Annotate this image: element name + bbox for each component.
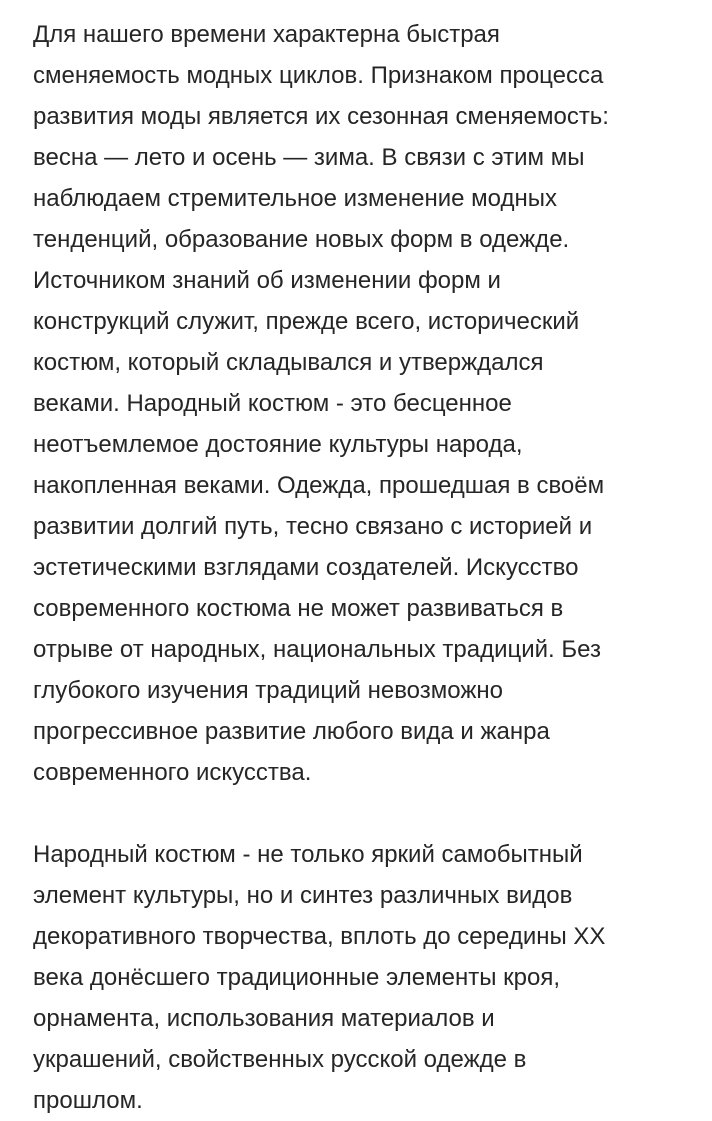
text-line: конструкций служит, прежде всего, исторический xyxy=(33,308,580,335)
text-line: тенденций, образование новых форм в одежде. xyxy=(33,226,570,253)
text-line: украшений, свойственных русской одежде в xyxy=(33,1046,527,1073)
text-line: накопленная веками. Одежда, прошедшая в своём xyxy=(33,472,605,499)
text-line: веками. Народный костюм - это бесценное xyxy=(33,390,512,417)
text-line: сменяемость модных циклов. Признаком процесса xyxy=(33,62,604,89)
paragraph-2 xyxy=(33,834,683,1121)
text-line: прошлом. xyxy=(33,1087,143,1114)
text-line: элемент культуры, но и синтез различных видов xyxy=(33,882,573,909)
paragraph-1 xyxy=(33,14,683,793)
text-line: неотъемлемое достояние культуры народа, xyxy=(33,431,523,458)
text-line: Источником знаний об изменении форм и xyxy=(33,267,501,294)
paragraph-gap xyxy=(33,793,683,834)
text-line: орнамента, использования материалов и xyxy=(33,1005,495,1032)
text-line: декоративного творчества, вплоть до середины XX xyxy=(33,923,606,950)
text-line: века донёсшего традиционные элементы кроя, xyxy=(33,964,560,991)
text-line: современного костюма не может развиваться в xyxy=(33,595,564,622)
text-line: Для нашего времени характерна быстрая xyxy=(33,21,500,48)
document-body xyxy=(33,14,683,1121)
text-line: глубокого изучения традиций невозможно xyxy=(33,677,503,704)
text-line: весна — лето и осень — зима. В связи с этим мы xyxy=(33,144,585,171)
text-line: развития моды является их сезонная сменяемость: xyxy=(33,103,609,130)
text-line: эстетическими взглядами создателей. Искусство xyxy=(33,554,579,581)
text-line: отрыве от народных, национальных традиций. Без xyxy=(33,636,601,663)
text-line: развитии долгий путь, тесно связано с историей и xyxy=(33,513,593,540)
text-line: наблюдаем стремительное изменение модных xyxy=(33,185,557,212)
text-line: Народный костюм - не только яркий самобытный xyxy=(33,841,583,868)
text-line: прогрессивное развитие любого вида и жанра xyxy=(33,718,550,745)
text-line: костюм, который складывался и утверждался xyxy=(33,349,544,376)
text-line: современного искусства. xyxy=(33,759,312,786)
